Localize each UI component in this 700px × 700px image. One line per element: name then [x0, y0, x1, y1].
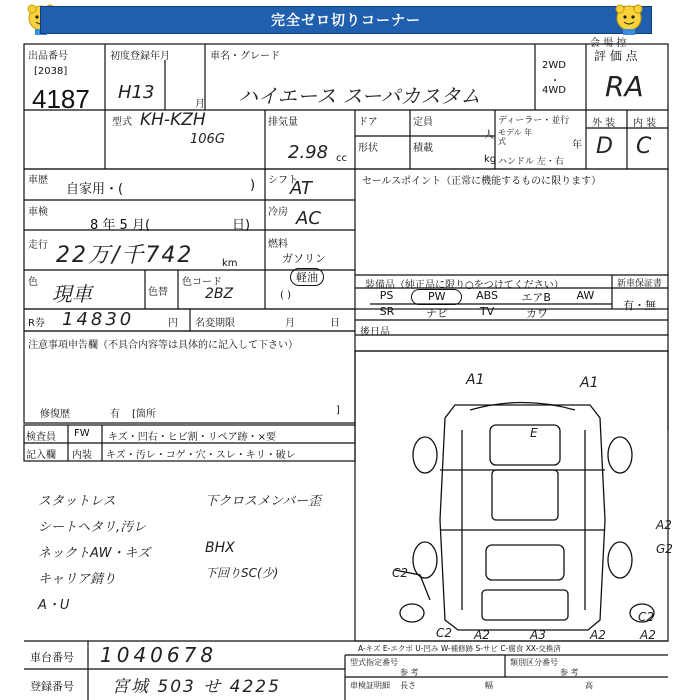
dealer-label: ディーラー・並行 [498, 116, 570, 126]
lot-number: 4187 [32, 84, 90, 114]
model-value-2: 106G [190, 132, 225, 147]
notes-right [205, 490, 321, 588]
r-tax-value: 14830 [62, 309, 135, 330]
first-reg-label: 初度登録年月 [110, 51, 170, 62]
interior-grade: C [636, 134, 652, 159]
load-unit: kg [484, 154, 497, 165]
car-damage-diagram [395, 403, 654, 631]
mark-a2-bottom-3: A2 [640, 628, 656, 642]
height-label: 高 [585, 681, 593, 690]
year-unit: 年 [572, 140, 582, 151]
displacement-value: 2.98 [288, 142, 329, 163]
fuel-diesel: 軽油 [290, 268, 324, 286]
history-close: ) [250, 178, 256, 193]
mark-e: E [530, 426, 538, 440]
equip-airbag: エアB [521, 291, 551, 304]
checker-label: 検査員 [26, 432, 56, 443]
note-left-3: ネックトAW・キズ [38, 546, 151, 561]
warranty-value: 有・無 [623, 299, 656, 312]
drive-4wd: 4WD [542, 85, 566, 96]
paint-change-label: 色替 [148, 287, 168, 298]
lot-sub: [2038] [34, 66, 68, 77]
equipment-label: 装備品（純正品に限り○をつけてください） [365, 280, 564, 291]
designation-ref: 参 考 [400, 668, 419, 677]
equipment-row2 [362, 305, 562, 321]
entry-label: 記入欄 [26, 450, 56, 461]
door-label: ドア [358, 117, 378, 128]
note-right-2: BHX [205, 540, 235, 556]
fuel-label: 燃料 [268, 239, 288, 250]
note-right-3: 下回りSC(少) [205, 566, 279, 580]
color-value: 現車 [52, 282, 92, 306]
drive-dot: ・ [550, 76, 560, 87]
capacity-label: 定員 [413, 117, 433, 128]
checker-row1: キズ・凹右・ヒビ割・リペア跡・×要 [108, 432, 276, 443]
equip-leather: カワ [526, 307, 548, 320]
length-label: 長さ [400, 681, 416, 690]
chassis-label: 車台番号 [30, 651, 74, 664]
fuel-other: ( ) [280, 290, 291, 301]
repair-yes: 有 [110, 409, 120, 420]
inspection-close: 日) [232, 218, 251, 233]
model-value: KH-KZH [140, 110, 206, 130]
drive-2wd: 2WD [542, 60, 566, 71]
name-change-label: 名変期限 [195, 318, 235, 329]
shift-value: AT [290, 178, 312, 199]
mark-a3: A3 [530, 628, 546, 642]
r-tax-label: R券 [28, 318, 45, 329]
mark-a2-right: A2 [656, 518, 672, 532]
shape-label: 形状 [358, 143, 378, 154]
displacement-unit: cc [336, 153, 347, 164]
inspection-label: 車検 [28, 207, 48, 218]
aircon-value: AC [296, 208, 321, 229]
name-change-day: 日 [330, 318, 340, 329]
equipment-row1 [362, 289, 610, 305]
mark-a2-bottom-1: A2 [474, 628, 490, 642]
first-reg-month: 月 [195, 99, 205, 110]
damage-legend: A-キズ E-エクボ U-凹み W-補修跡 S-サビ C-腐食 XX-交換済 [358, 644, 561, 653]
color-code-label: 色コード [182, 277, 222, 288]
registration-value: 宮城 503 せ 4225 [112, 677, 281, 697]
load-label: 積載 [413, 143, 433, 154]
mileage-label: 走行 [28, 240, 48, 251]
fuel-gas: ガソリン [282, 252, 326, 265]
note-left-1: スタットレス [38, 494, 116, 509]
equip-abs: ABS [476, 289, 498, 302]
equip-sr: SR [379, 305, 395, 318]
color-label: 色 [28, 277, 38, 288]
note-right-1: 下クロスメンバー歪 [205, 494, 322, 509]
mileage-unit: km [222, 258, 238, 269]
aircon-label: 冷房 [268, 207, 288, 218]
mark-a1-left: A1 [466, 372, 485, 388]
rating-value: RA [605, 70, 644, 103]
equip-tv: TV [479, 305, 495, 318]
repair-place: [箇所 [132, 409, 156, 420]
checker-fw: FW [74, 428, 90, 439]
warranty-label: 新車保証書 [617, 279, 663, 289]
equip-aw: AW [576, 289, 595, 302]
car-name-label: 車名・グレード [210, 51, 280, 62]
shift-label: シフト [268, 175, 298, 186]
rating-label: 評 価 点 [594, 49, 638, 63]
displacement-label: 排気量 [268, 117, 298, 128]
equip-navi: ナビ [426, 307, 448, 320]
checker-interior: 内装 [72, 450, 92, 461]
repair-close: ] [336, 405, 340, 416]
exterior-label: 外 装 [592, 118, 616, 129]
note-left-2: シートヘタリ,汚レ [38, 520, 147, 535]
mark-c2-bottom-left: C2 [436, 626, 453, 640]
note-left-5: A・U [38, 598, 70, 613]
r-tax-unit: 円 [168, 318, 178, 329]
designation-label: 型式指定番号 [350, 658, 398, 667]
sales-point-label: セールスポイント（正常に機能するものに限ります） [362, 176, 602, 187]
top-right-note: 会 場 控 [590, 38, 627, 49]
checker-row2: キズ・汚レ・コゲ・穴・スレ・キリ・破レ [106, 450, 296, 461]
repair-label: 修復歴 [40, 409, 70, 420]
mark-c2-bottom-right: C2 [638, 610, 655, 624]
notes-left [38, 490, 150, 620]
history-label: 車歴 [28, 175, 48, 186]
rear-item-label: 後日品 [360, 327, 390, 338]
mark-a2-bottom-2: A2 [590, 628, 606, 642]
model-label: 型式 [112, 117, 132, 128]
capacity-unit: 人 [484, 130, 494, 141]
mark-c2-left: C2 [392, 566, 409, 580]
banner-title: 完全ゼロ切りコーナー [271, 13, 421, 29]
interior-label: 内 装 [633, 118, 657, 129]
mark-a1-right: A1 [580, 375, 599, 391]
remarks-label: 注意事項申告欄（不具合内容等は具体的に記入して下さい） [28, 340, 298, 351]
class-label: 類別区分番号 [510, 658, 558, 667]
equip-pw: PW [411, 289, 462, 305]
class-ref: 参 考 [560, 668, 579, 677]
inspection-value: 8 年 5 月( [90, 218, 151, 233]
name-change-month: 月 [285, 318, 295, 329]
equip-ps: PS [379, 289, 394, 302]
first-reg-value: H13 [118, 82, 155, 103]
vehicle-spec-label: 車検証明細 [350, 681, 390, 690]
registration-label: 登録番号 [30, 680, 74, 693]
width-label: 幅 [485, 681, 493, 690]
note-left-4: キャリア錆り [38, 572, 117, 587]
car-name-value: ハイエース スーパカスタム [238, 84, 481, 108]
color-code-value: 2BZ [205, 286, 234, 302]
chassis-value: 1040678 [100, 643, 218, 667]
mark-g2: G2 [656, 542, 673, 556]
lot-label: 出品番号 [28, 51, 68, 62]
model-year-label: モデル 年式 [498, 128, 533, 146]
mileage-value: 22万/千742 [56, 243, 194, 268]
history-value: 自家用・( [66, 182, 124, 197]
exterior-grade: D [596, 134, 613, 159]
handle-label: ハンドル 左・右 [498, 157, 564, 167]
